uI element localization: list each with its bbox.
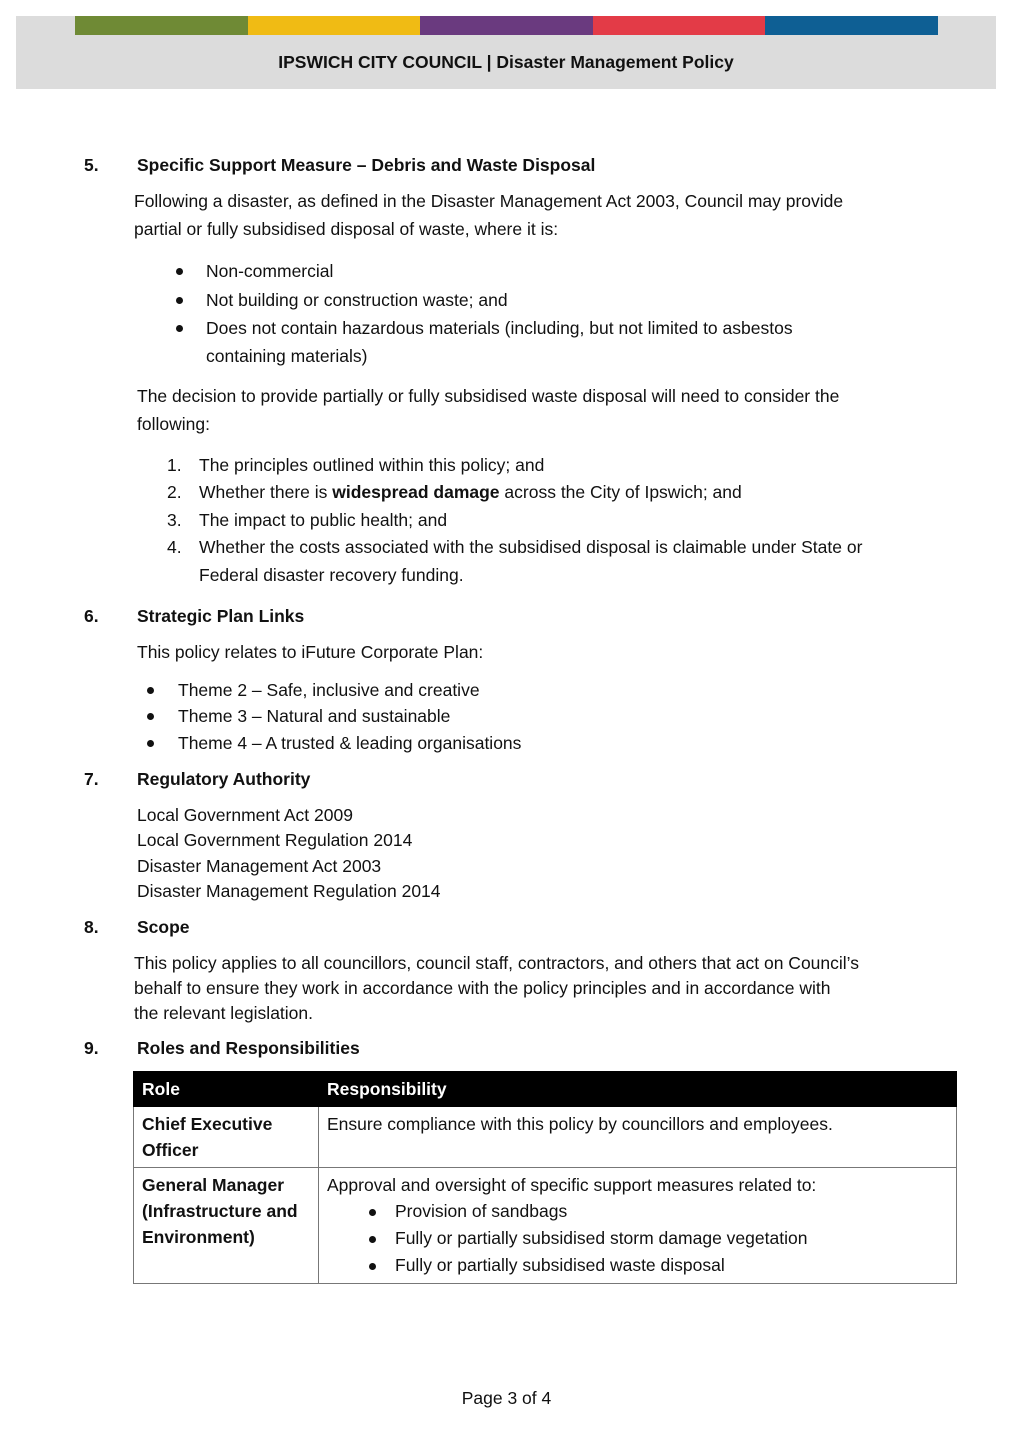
- list-item: Fully or partially subsidised waste disposal: [327, 1252, 948, 1279]
- bullet-icon: [176, 325, 183, 332]
- section-5-decision-line1: The decision to provide partially or fully subsidised waste disposal will need to consider the: [137, 386, 840, 406]
- numbered-item-marker: 2.: [167, 482, 182, 502]
- responsibility-text: Approval and oversight of specific support measures related to:: [327, 1175, 817, 1195]
- section-6-bullet-1: Theme 2 – Safe, inclusive and creative: [178, 680, 480, 700]
- column-header-role: Role: [134, 1072, 319, 1107]
- role-cell: [134, 1107, 319, 1168]
- page-header: [16, 16, 996, 89]
- role-line: Officer: [142, 1140, 199, 1160]
- list-item: Fully or partially subsidised storm damage vegetation: [327, 1225, 948, 1252]
- section-6-bullet-2: Theme 3 – Natural and sustainable: [178, 706, 451, 726]
- section-8-line-1: This policy applies to all councillors, council staff, contractors, and others that act on Council’s: [134, 953, 859, 973]
- section-8-line-2: behalf to ensure they work in accordance with the policy principles and in accordance with: [134, 978, 831, 998]
- section-5-intro-line1: Following a disaster, as defined in the Disaster Management Act 2003, Council may provide: [134, 191, 844, 211]
- section-7-title: Regulatory Authority: [137, 769, 311, 789]
- section-6-bullet-3: Theme 4 – A trusted & leading organisations: [178, 733, 522, 753]
- section-6-intro: This policy relates to iFuture Corporate Plan:: [137, 642, 484, 662]
- roles-table: [133, 1071, 957, 1284]
- section-7-number: 7.: [84, 769, 99, 789]
- section-5-decision-line2: following:: [137, 414, 210, 434]
- section-8-line-3: the relevant legislation.: [134, 1003, 313, 1023]
- numbered-item-2: [199, 482, 742, 503]
- color-bar-segment-blue: [765, 16, 938, 35]
- section-8-number: 8.: [84, 917, 99, 937]
- responsibility-text: Ensure compliance with this policy by councillors and employees.: [327, 1114, 833, 1134]
- numbered-item-2-post: across the City of Ipswich; and: [499, 482, 742, 502]
- section-7-item-1: Local Government Act 2009: [137, 805, 353, 825]
- numbered-item-1: The principles outlined within this policy; and: [199, 455, 545, 475]
- page-number: Page 3 of 4: [461, 1388, 552, 1408]
- header-title: IPSWICH CITY COUNCIL | Disaster Management Policy: [278, 52, 734, 72]
- numbered-item-2-bold: widespread damage: [332, 482, 500, 502]
- role-line: General Manager: [142, 1175, 284, 1195]
- numbered-item-4-cont: Federal disaster recovery funding.: [199, 565, 464, 585]
- section-9-title: Roles and Responsibilities: [137, 1038, 360, 1058]
- table-row: [134, 1168, 957, 1284]
- section-5-title: Specific Support Measure – Debris and Waste Disposal: [137, 155, 596, 175]
- section-5-bullet-2: Not building or construction waste; and: [206, 290, 508, 310]
- section-7-item-4: Disaster Management Regulation 2014: [137, 881, 441, 901]
- section-8-title: Scope: [137, 917, 190, 937]
- section-9-number: 9.: [84, 1038, 99, 1058]
- numbered-item-marker: 1.: [167, 455, 182, 475]
- numbered-item-2-pre: Whether there is: [199, 482, 333, 502]
- numbered-item-3: The impact to public health; and: [199, 510, 448, 530]
- bullet-icon: [176, 268, 183, 275]
- section-5-bullet-3: Does not contain hazardous materials (including, but not limited to asbestos: [206, 318, 793, 338]
- table-row: [134, 1107, 957, 1168]
- section-5-bullet-3-cont: containing materials): [206, 346, 368, 366]
- role-line: Chief Executive: [142, 1114, 273, 1134]
- color-bar-segment-green: [75, 16, 248, 35]
- section-6-number: 6.: [84, 606, 99, 626]
- table-header-row: [134, 1072, 957, 1107]
- numbered-item-marker: 4.: [167, 537, 182, 557]
- color-bar-segment-red: [593, 16, 766, 35]
- responsibility-bullet-list: [327, 1198, 948, 1279]
- section-5-intro-line2: partial or fully subsidised disposal of waste, where it is:: [134, 219, 559, 239]
- section-5-bullet-1: Non-commercial: [206, 261, 334, 281]
- numbered-item-4: Whether the costs associated with the subsidised disposal is claimable under State or: [199, 537, 863, 557]
- column-header-responsibility: Responsibility: [319, 1072, 957, 1107]
- bullet-icon: [147, 687, 154, 694]
- section-6-title: Strategic Plan Links: [137, 606, 305, 626]
- bullet-icon: [147, 740, 154, 747]
- section-5-number: 5.: [84, 155, 99, 175]
- list-item: Provision of sandbags: [327, 1198, 948, 1225]
- numbered-item-marker: 3.: [167, 510, 182, 530]
- role-line: Environment): [142, 1227, 255, 1247]
- bullet-icon: [176, 297, 183, 304]
- section-7-item-2: Local Government Regulation 2014: [137, 830, 413, 850]
- color-bar-segment-purple: [420, 16, 593, 35]
- section-7-item-3: Disaster Management Act 2003: [137, 856, 382, 876]
- role-cell: [134, 1168, 319, 1284]
- header-color-bar: [75, 16, 938, 35]
- color-bar-segment-yellow: [248, 16, 421, 35]
- role-line: (Infrastructure and: [142, 1201, 298, 1221]
- responsibility-cell: [319, 1107, 957, 1168]
- responsibility-cell: [319, 1168, 957, 1284]
- bullet-icon: [147, 713, 154, 720]
